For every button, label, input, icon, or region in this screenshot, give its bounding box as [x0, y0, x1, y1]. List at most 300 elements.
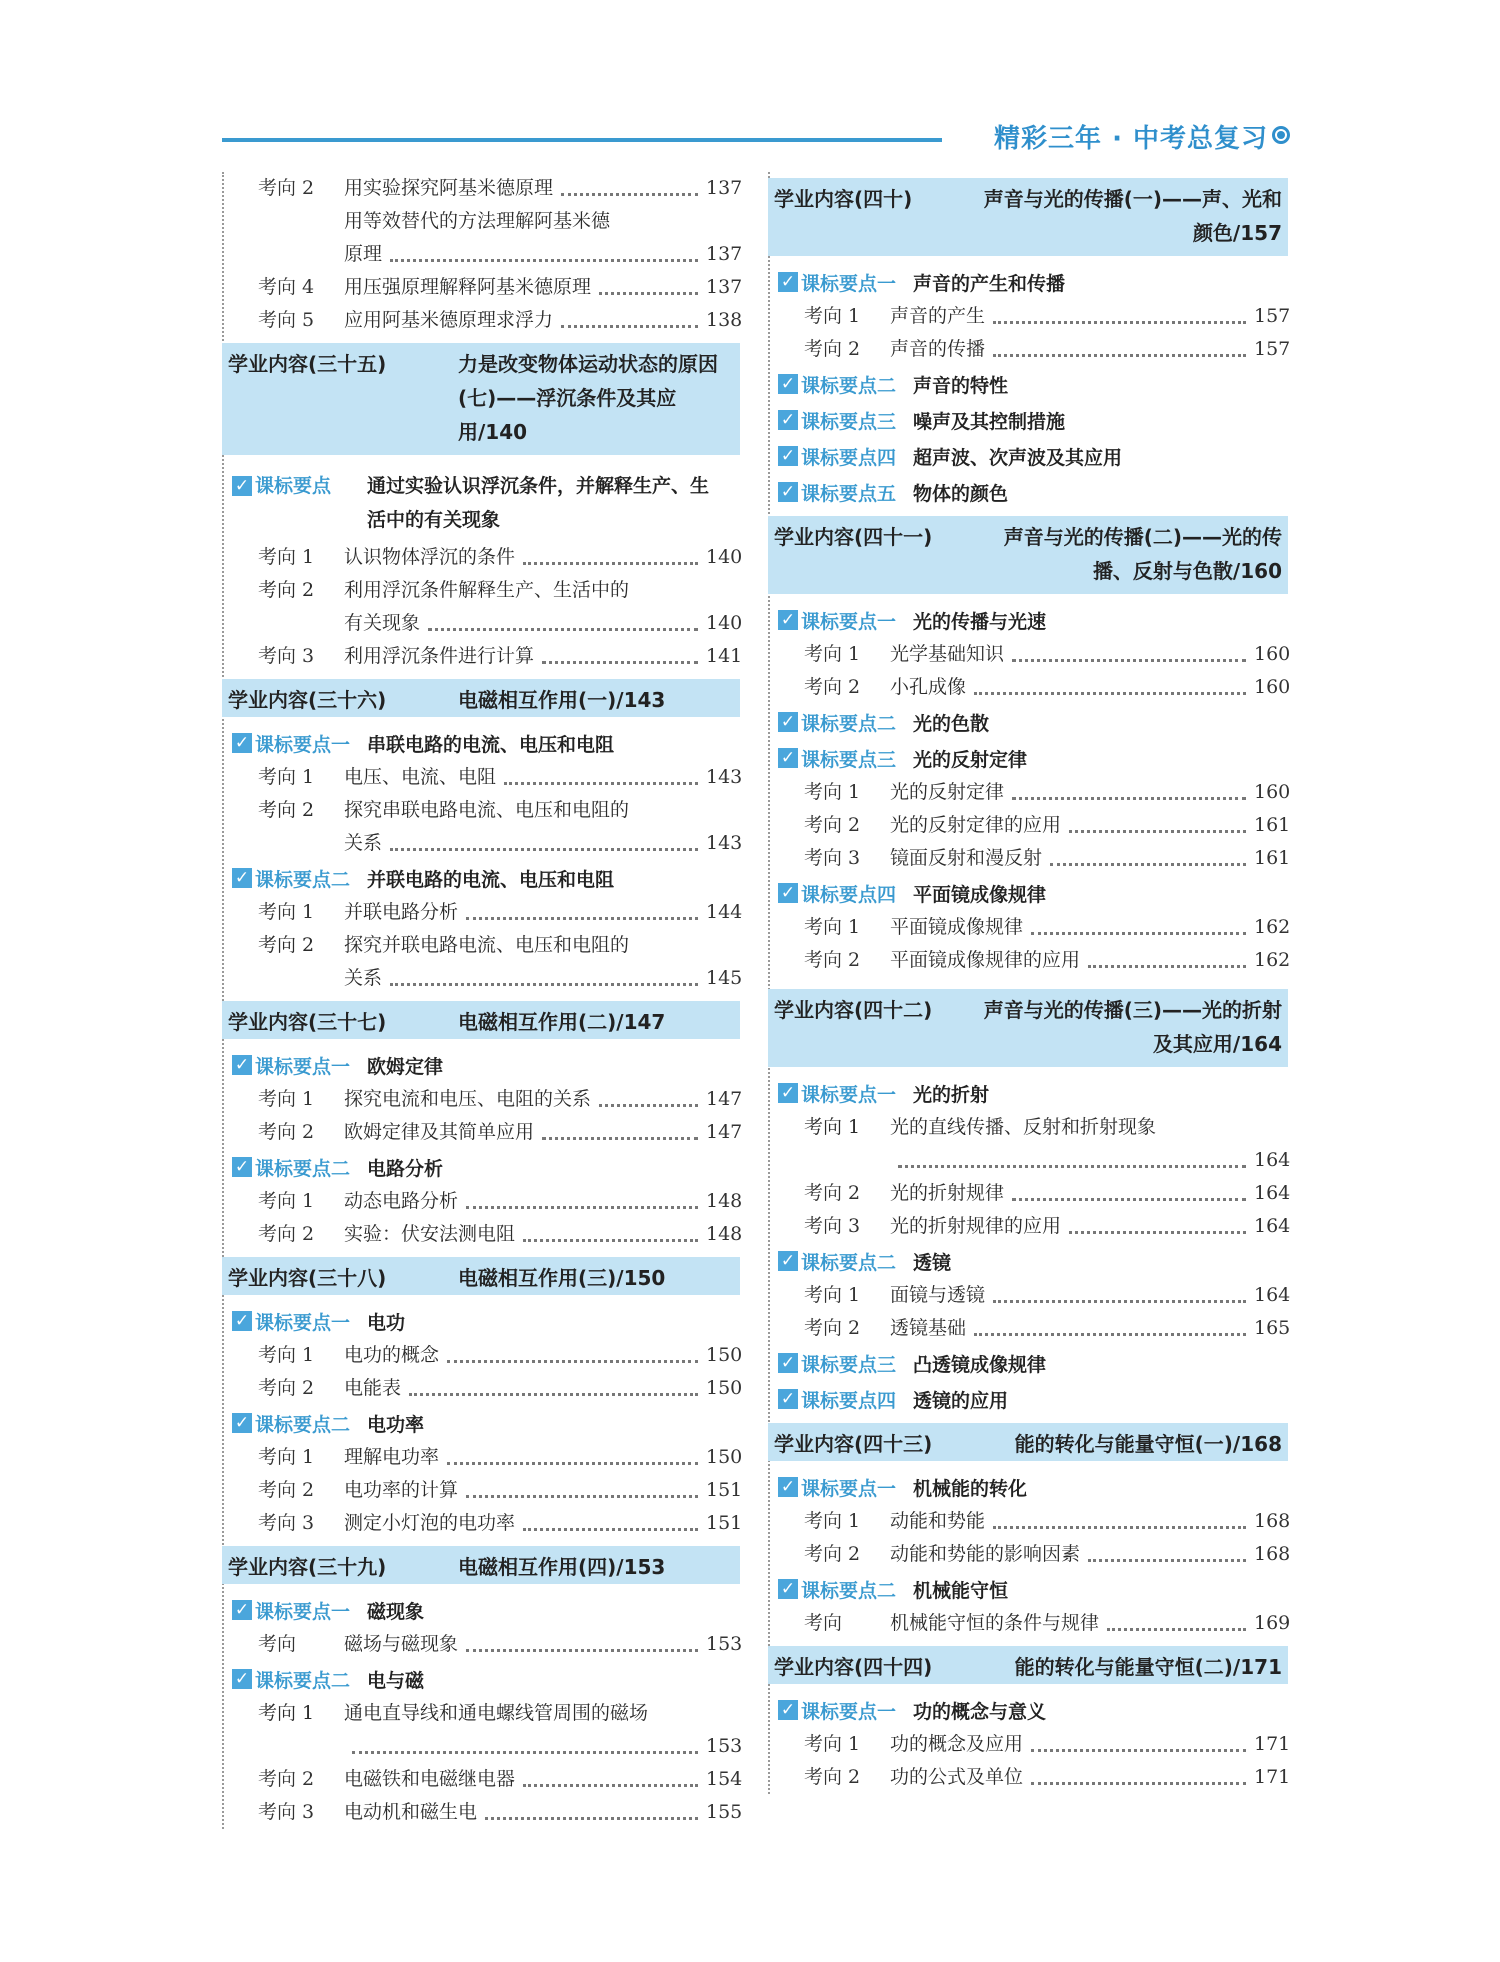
toc-entry[interactable]: [222, 1116, 743, 1149]
check-icon: ✓: [778, 1389, 798, 1409]
dot-leader: [974, 1333, 1246, 1336]
toc-entry[interactable]: [222, 1185, 743, 1218]
page-number: 164: [1254, 1149, 1291, 1171]
entry-tag: 考向 2: [258, 1377, 315, 1399]
key-point-label: 课标要点一: [801, 610, 897, 633]
toc-entry[interactable]: [768, 1538, 1291, 1571]
entry-title: 应用阿基米德原理求浮力: [344, 309, 554, 331]
toc-entry-title[interactable]: [222, 574, 740, 607]
entry-tag: 考向 1: [804, 305, 861, 327]
entry-title: 平面镜成像规律: [890, 916, 1024, 938]
entry-title: 用实验探究阿基米德原理: [344, 177, 554, 199]
toc-entry[interactable]: [222, 271, 743, 304]
toc-entry-title[interactable]: [222, 794, 740, 827]
key-point-title: 通过实验认识浮沉条件，并解释生产、生活中的有关现象: [367, 475, 710, 531]
section-title: 力是改变物体运动状态的原因(七)——浮沉条件及其应用/140: [458, 352, 718, 444]
key-point[interactable]: [768, 1692, 1288, 1728]
toc-entry-cont[interactable]: [222, 962, 743, 995]
dot-leader: [1012, 659, 1246, 662]
page-number: 171: [1254, 1733, 1291, 1755]
toc-entry[interactable]: [222, 1441, 743, 1474]
key-point[interactable]: [768, 704, 1288, 740]
toc-entry-cont[interactable]: [768, 1144, 1291, 1177]
entry-title: 透镜基础: [890, 1317, 967, 1339]
key-point-title: 物体的颜色: [913, 482, 1009, 505]
check-icon: ✓: [778, 1700, 798, 1720]
key-point[interactable]: [768, 366, 1288, 402]
entry-title: 理解电功率: [344, 1446, 440, 1468]
dot-leader: [466, 917, 698, 920]
entry-tag: 考向 2: [804, 1543, 861, 1565]
entry-tag: 考向 3: [804, 1215, 861, 1237]
key-point-title: 电功: [367, 1311, 406, 1334]
toc-entry-cont[interactable]: [222, 1730, 743, 1763]
entry-tag: 考向 2: [804, 1766, 861, 1788]
toc-entry-title[interactable]: [222, 1697, 740, 1730]
section-header[interactable]: [768, 989, 1288, 1067]
entry-text: 探究串联电路电流、电压和电阻的: [344, 799, 630, 821]
dot-leader: [561, 325, 698, 328]
page-number: 145: [706, 967, 743, 989]
page-number: 151: [706, 1512, 743, 1534]
key-point[interactable]: [222, 1149, 740, 1185]
key-point-title: 声音的特性: [913, 374, 1009, 397]
key-point[interactable]: [222, 1047, 740, 1083]
section-header[interactable]: [768, 1423, 1288, 1461]
dot-leader: [974, 692, 1246, 695]
toc-entry[interactable]: [768, 1505, 1291, 1538]
entry-tag: 考向 5: [258, 309, 315, 331]
section-header[interactable]: [768, 1646, 1288, 1684]
page-number: 161: [1254, 847, 1291, 869]
toc-entry[interactable]: [768, 944, 1291, 977]
section-title: 电磁相互作用(三)/150: [458, 1266, 666, 1290]
entry-tag: 考向 1: [258, 546, 315, 568]
entry-tag: 考向 2: [804, 949, 861, 971]
dot-leader: [993, 1300, 1246, 1303]
section-header[interactable]: [222, 1546, 740, 1584]
page-number: 160: [1254, 781, 1291, 803]
section-title: 电磁相互作用(二)/147: [458, 1010, 666, 1034]
dot-leader: [390, 983, 698, 986]
section-title: 声音与光的传播(一)——声、光和颜色/157: [983, 187, 1282, 245]
page-number: 137: [706, 243, 743, 265]
check-icon: ✓: [778, 1353, 798, 1373]
page-number: 164: [1254, 1182, 1291, 1204]
toc-entry[interactable]: [768, 300, 1291, 333]
key-point[interactable]: [768, 1075, 1288, 1111]
entry-tag: 考向 1: [258, 1088, 315, 1110]
section-label: 学业内容(三十五): [228, 352, 387, 376]
section-header[interactable]: [222, 343, 740, 455]
check-icon: ✓: [232, 1055, 252, 1075]
check-icon: ✓: [778, 272, 798, 292]
key-point-title: 并联电路的电流、电压和电阻: [367, 868, 615, 891]
entry-title: 小孔成像: [890, 676, 967, 698]
toc-entry-title[interactable]: [222, 929, 740, 962]
key-point-title: 光的色散: [913, 712, 990, 735]
dot-leader: [523, 562, 698, 565]
key-point[interactable]: [768, 1571, 1288, 1607]
key-point-title: 机械能守恒: [913, 1579, 1009, 1602]
entry-text: 考向 2: [258, 934, 315, 956]
key-point-title: 光的反射定律: [913, 748, 1028, 771]
section-label: 学业内容(三十八): [228, 1266, 387, 1290]
entry-title: 测定小灯泡的电功率: [344, 1512, 516, 1534]
page-number: 148: [706, 1223, 743, 1245]
key-point-title: 电与磁: [367, 1669, 425, 1692]
entry-title: 关系: [344, 967, 383, 989]
toc-right-column: [768, 172, 1291, 1794]
entry-text: 光的直线传播、反射和折射现象: [890, 1116, 1157, 1138]
page-number: 160: [1254, 643, 1291, 665]
entry-tag: 考向 1: [804, 781, 861, 803]
page-number: 143: [706, 766, 743, 788]
page-number: 160: [1254, 676, 1291, 698]
key-point-title: 透镜的应用: [913, 1389, 1009, 1412]
entry-tag: 考向 1: [804, 1510, 861, 1532]
key-point-title: 电功率: [367, 1413, 425, 1436]
page-number: 154: [706, 1768, 743, 1790]
page-number: 157: [1254, 305, 1291, 327]
entry-title: 原理: [344, 243, 383, 265]
entry-tag: 考向 1: [258, 901, 315, 923]
key-point[interactable]: [768, 402, 1288, 438]
entry-tag: 考向 2: [258, 1479, 315, 1501]
section-title: 声音与光的传播(二)——光的传播、反射与色散/160: [1003, 525, 1282, 583]
entry-title: 光的反射定律的应用: [890, 814, 1062, 836]
key-point[interactable]: [768, 1469, 1288, 1505]
dot-leader: [561, 193, 698, 196]
toc-entry[interactable]: [768, 333, 1291, 366]
toc-entry[interactable]: [222, 640, 743, 673]
key-point-label: 课标要点二: [255, 1413, 351, 1436]
toc-entry[interactable]: [768, 1607, 1291, 1640]
toc-entry[interactable]: [222, 172, 743, 205]
key-point-label: 课标要点五: [801, 482, 897, 505]
toc-entry[interactable]: [768, 842, 1291, 875]
entry-tag: 考向: [258, 1633, 297, 1655]
toc-entry[interactable]: [768, 911, 1291, 944]
page-number: 150: [706, 1344, 743, 1366]
dot-leader: [542, 1137, 698, 1140]
entry-title: 机械能守恒的条件与规律: [890, 1612, 1100, 1634]
toc-entry[interactable]: [222, 1339, 743, 1372]
check-icon: ✓: [232, 1413, 252, 1433]
key-point[interactable]: [768, 740, 1288, 776]
page-number: 148: [706, 1190, 743, 1212]
key-point[interactable]: [222, 1661, 740, 1697]
section-label: 学业内容(三十七): [228, 1010, 387, 1034]
entry-tag: 考向: [804, 1612, 843, 1634]
key-point-title: 欧姆定律: [367, 1055, 444, 1078]
key-point-label: 课标要点三: [801, 1353, 897, 1376]
key-point-title: 透镜: [913, 1251, 952, 1274]
entry-title: 动能和势能的影响因素: [890, 1543, 1081, 1565]
toc-entry[interactable]: [222, 1763, 743, 1796]
entry-tag: 考向 1: [258, 1446, 315, 1468]
entry-title: 欧姆定律及其简单应用: [344, 1121, 535, 1143]
section-header[interactable]: [768, 178, 1288, 256]
dot-leader: [466, 1495, 698, 1498]
toc-entry[interactable]: [768, 1312, 1291, 1345]
entry-tag: 考向 2: [258, 1121, 315, 1143]
entry-text: 利用浮沉条件解释生产、生活中的: [344, 579, 630, 601]
entry-tag: 考向 1: [804, 1284, 861, 1306]
entry-title: 磁场与磁现象: [344, 1633, 459, 1655]
dot-leader: [466, 1206, 698, 1209]
section-header[interactable]: [222, 1001, 740, 1039]
dot-leader: [1012, 1198, 1246, 1201]
toc-entry[interactable]: [222, 896, 743, 929]
page-number: 140: [706, 612, 743, 634]
toc-entry[interactable]: [222, 1474, 743, 1507]
entry-title: 平面镜成像规律的应用: [890, 949, 1081, 971]
key-point-label: 课标要点二: [255, 868, 351, 891]
entry-title: 电动机和磁生电: [344, 1801, 478, 1823]
toc-entry[interactable]: [768, 1279, 1291, 1312]
page-number: 169: [1254, 1612, 1291, 1634]
toc-entry-title[interactable]: 用等效替代的方法理解阿基米德: [344, 210, 611, 232]
key-point-label: 课标要点一: [801, 1700, 897, 1723]
toc-entry[interactable]: [222, 1507, 743, 1540]
entry-text: 探究并联电路电流、电压和电阻的: [344, 934, 630, 956]
key-point-title: 光的折射: [913, 1083, 990, 1106]
toc-entry[interactable]: [222, 304, 743, 337]
toc-entry[interactable]: [768, 1177, 1291, 1210]
key-point-label: 课标要点三: [801, 748, 897, 771]
key-point-label: 课标要点一: [801, 1477, 897, 1500]
key-point[interactable]: [768, 438, 1288, 474]
entry-tag: 考向 1: [804, 643, 861, 665]
key-point[interactable]: [768, 602, 1288, 638]
key-point[interactable]: [222, 1592, 740, 1628]
entry-title: 电压、电流、电阻: [344, 766, 497, 788]
dot-leader: [447, 1462, 698, 1465]
entry-tag: 考向 2: [804, 814, 861, 836]
key-point-title: 凸透镜成像规律: [913, 1353, 1047, 1376]
section-title: 能的转化与能量守恒(二)/171: [1014, 1655, 1282, 1679]
key-point-label: 课标要点一: [255, 1600, 351, 1623]
dot-leader: [409, 1393, 698, 1396]
key-point[interactable]: [222, 860, 740, 896]
page-number: 155: [706, 1801, 743, 1823]
toc-entry[interactable]: [768, 776, 1291, 809]
page-number: 153: [706, 1735, 743, 1757]
dot-leader: [993, 354, 1246, 357]
key-point-label: 课标要点一: [801, 1083, 897, 1106]
page-number: 153: [706, 1633, 743, 1655]
page-number: 168: [1254, 1543, 1291, 1565]
check-icon: ✓: [778, 610, 798, 630]
entry-tag: 考向 2: [258, 1223, 315, 1245]
page-number: 143: [706, 832, 743, 854]
header-rule: [222, 138, 942, 142]
entry-title: 并联电路分析: [344, 901, 459, 923]
entry-tag: 考向 3: [258, 645, 315, 667]
check-icon: ✓: [232, 1311, 252, 1331]
entry-title: 光的折射规律: [890, 1182, 1005, 1204]
toc-entry[interactable]: [768, 638, 1291, 671]
entry-tag: 考向 1: [804, 916, 861, 938]
dot-leader: [1031, 1782, 1246, 1785]
key-point[interactable]: [222, 1303, 740, 1339]
entry-tag: 考向 3: [258, 1801, 315, 1823]
section-title: 声音与光的传播(三)——光的折射及其应用/164: [983, 998, 1282, 1056]
dot-leader: [390, 259, 698, 262]
check-icon: ✓: [778, 446, 798, 466]
section-header[interactable]: [222, 1257, 740, 1295]
page-number: 150: [706, 1446, 743, 1468]
page-number: 168: [1254, 1510, 1291, 1532]
toc-entry[interactable]: [768, 1728, 1291, 1761]
dot-leader: [523, 1528, 698, 1531]
key-point[interactable]: [222, 725, 740, 761]
page-number: 144: [706, 901, 743, 923]
entry-tag: 考向 2: [804, 338, 861, 360]
toc-entry-cont[interactable]: [222, 827, 743, 860]
check-icon: ✓: [778, 1579, 798, 1599]
dot-leader: [542, 661, 698, 664]
entry-title: 探究电流和电压、电阻的关系: [344, 1088, 592, 1110]
page-number: 157: [1254, 338, 1291, 360]
toc-entry[interactable]: [222, 761, 743, 794]
toc-entry[interactable]: [768, 671, 1291, 704]
key-point-label: 课标要点一: [801, 272, 897, 295]
key-point-label: 课标要点二: [255, 1157, 351, 1180]
toc-entry[interactable]: [768, 809, 1291, 842]
toc-left-column: [222, 172, 743, 1829]
toc-entry[interactable]: [222, 1372, 743, 1405]
page-number: 164: [1254, 1215, 1291, 1237]
key-point-title: 磁现象: [367, 1600, 425, 1623]
check-icon: ✓: [232, 1157, 252, 1177]
key-point-label: 课标要点四: [801, 883, 897, 906]
check-icon: ✓: [778, 883, 798, 903]
key-point-title: 噪声及其控制措施: [913, 410, 1066, 433]
section-title: 电磁相互作用(一)/143: [458, 688, 666, 712]
toc-entry-cont[interactable]: [222, 607, 743, 640]
section-label: 学业内容(四十二): [774, 998, 933, 1022]
key-point-label: 课标要点四: [801, 446, 897, 469]
page-number: 164: [1254, 1284, 1291, 1306]
key-point-label: 课标要点二: [801, 712, 897, 735]
entry-tag: 考向 2: [804, 1182, 861, 1204]
dot-leader: [1050, 863, 1246, 866]
page-number: 161: [1254, 814, 1291, 836]
section-label: 学业内容(三十九): [228, 1555, 387, 1579]
entry-text: 考向 2: [258, 799, 315, 821]
check-icon: ✓: [778, 1083, 798, 1103]
entry-text: 通电直导线和通电螺线管周围的磁场: [344, 1702, 649, 1724]
key-point-title: 串联电路的电流、电压和电阻: [367, 733, 615, 756]
page-number: 141: [706, 645, 743, 667]
dot-leader: [428, 628, 698, 631]
page-number: 137: [706, 177, 743, 199]
entry-tag: 考向 4: [258, 276, 315, 298]
check-icon: ✓: [778, 482, 798, 502]
check-icon: ✓: [778, 712, 798, 732]
dot-leader: [1012, 797, 1246, 800]
toc-entry[interactable]: [768, 1210, 1291, 1243]
key-point-title: 功的概念与意义: [913, 1700, 1047, 1723]
entry-tag: 考向 1: [258, 1190, 315, 1212]
page-number: 147: [706, 1088, 743, 1110]
toc-entry[interactable]: [222, 1628, 743, 1661]
check-icon: ✓: [778, 1251, 798, 1271]
dot-leader: [898, 1165, 1246, 1168]
key-point-title: 超声波、次声波及其应用: [913, 446, 1123, 469]
entry-tag: 考向 3: [804, 847, 861, 869]
dot-leader: [599, 292, 698, 295]
dot-leader: [1031, 1749, 1246, 1752]
entry-title: 有关现象: [344, 612, 421, 634]
section-header[interactable]: [222, 679, 740, 717]
toc-entry[interactable]: [222, 541, 743, 574]
check-icon: ✓: [232, 476, 252, 496]
entry-title: 光的反射定律: [890, 781, 1005, 803]
key-point-label: 课标要点四: [801, 1389, 897, 1412]
dot-leader: [1107, 1628, 1246, 1631]
key-point-label: 课标要点: [255, 475, 332, 497]
key-point[interactable]: [222, 1405, 740, 1441]
check-icon: ✓: [778, 374, 798, 394]
entry-tag: 考向 1: [804, 1733, 861, 1755]
entry-title: 光的折射规律的应用: [890, 1215, 1062, 1237]
section-header[interactable]: [768, 516, 1288, 594]
toc-entry[interactable]: [768, 1761, 1291, 1794]
page-number: 140: [706, 546, 743, 568]
toc-entry[interactable]: [222, 1218, 743, 1251]
entry-tag: 考向 3: [258, 1512, 315, 1534]
key-point-label: 课标要点二: [801, 1251, 897, 1274]
key-point[interactable]: [768, 474, 1288, 510]
page-number: 171: [1254, 1766, 1291, 1788]
entry-title: 电磁铁和电磁继电器: [344, 1768, 516, 1790]
check-icon: ✓: [778, 748, 798, 768]
check-icon: ✓: [232, 1669, 252, 1689]
key-point-title: 声音的产生和传播: [913, 272, 1066, 295]
dot-leader: [504, 782, 698, 785]
entry-text: 考向 1: [258, 1702, 315, 1724]
key-point[interactable]: [768, 264, 1288, 300]
page-number: 147: [706, 1121, 743, 1143]
dot-leader: [1088, 1559, 1246, 1562]
key-point-label: 课标要点二: [255, 1669, 351, 1692]
toc-entry-cont[interactable]: [222, 238, 743, 271]
page-header: [222, 118, 1288, 152]
key-point[interactable]: [768, 875, 1288, 911]
toc-entry[interactable]: [222, 1796, 743, 1829]
entry-tag: 考向 2: [804, 1317, 861, 1339]
key-point-title: 光的传播与光速: [913, 610, 1047, 633]
entry-title: 认识物体浮沉的条件: [344, 546, 516, 568]
dot-leader: [352, 1751, 698, 1754]
entry-title: 动态电路分析: [344, 1190, 459, 1212]
entry-title: 镜面反射和漫反射: [890, 847, 1043, 869]
toc-entry-title[interactable]: [768, 1111, 1288, 1144]
page-number: 137: [706, 276, 743, 298]
key-point[interactable]: [768, 1345, 1288, 1381]
toc-entry[interactable]: [222, 1083, 743, 1116]
entry-title: 电能表: [344, 1377, 402, 1399]
key-point[interactable]: [768, 1243, 1288, 1279]
entry-tag: 考向 2: [258, 177, 315, 199]
key-point[interactable]: [222, 463, 740, 541]
key-point[interactable]: [768, 1381, 1288, 1417]
dot-leader: [1031, 932, 1246, 935]
entry-title: 利用浮沉条件进行计算: [344, 645, 535, 667]
